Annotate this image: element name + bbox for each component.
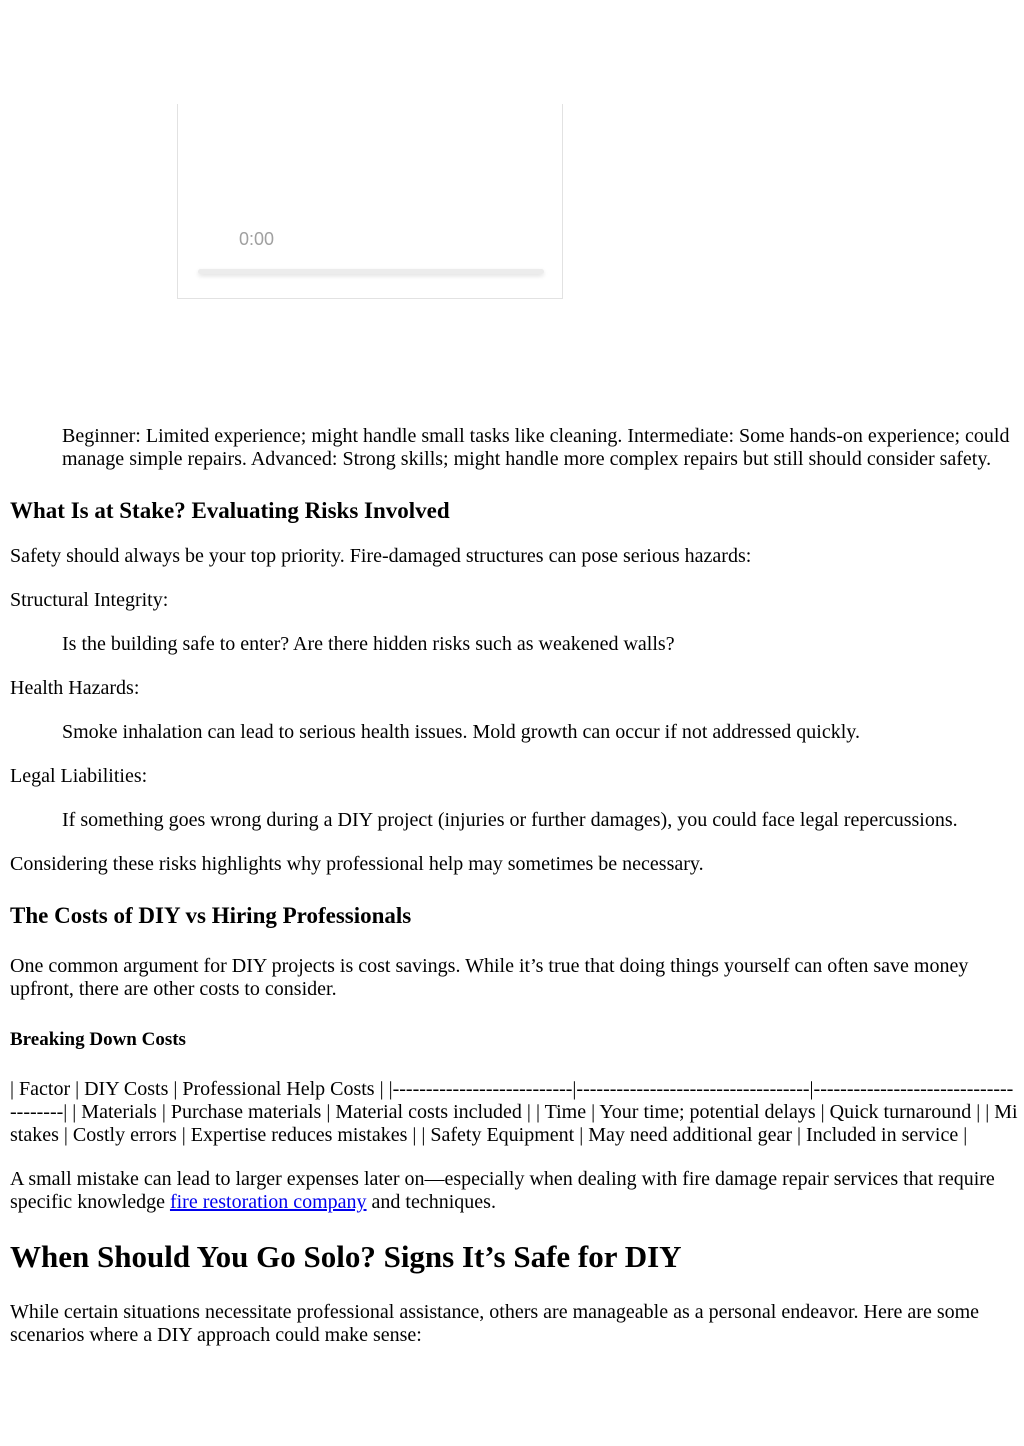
risk-detail-health: Smoke inhalation can lead to serious health issues. Mold growth can occur if not addressed quickly. bbox=[62, 721, 860, 743]
closing-text-after: and techniques. bbox=[366, 1191, 496, 1213]
risk-detail-legal: If something goes wrong during a DIY project (injuries or further damages), you could face legal repercussions. bbox=[62, 809, 958, 831]
risks-heading: What Is at Stake? Evaluating Risks Involved bbox=[10, 498, 450, 523]
risks-lead: Safety should always be your top priority. Fire-damaged structures can pose serious hazards: bbox=[10, 545, 752, 567]
progress-track[interactable] bbox=[198, 269, 544, 274]
closing-text-before: A small mistake can lead to larger expenses later on—especially when dealing with fire damage repair services that require specific knowledge bbox=[10, 1168, 995, 1213]
audio-player[interactable] bbox=[177, 104, 563, 299]
costs-table-text: | Factor | DIY Costs | Professional Help Costs | |---------------------------|-----------------------------------|--------------------------------------| | Materials | Purchase materials | Material costs included | | Time | Your time; potential delays | Quick turnaround | | Mistakes | Costly errors | Expertise reduces mistakes | | Safety Equipment | May need additional gear | Included in service | bbox=[10, 1078, 1018, 1146]
experience-levels: Beginner: Limited experience; might handle small tasks like cleaning. Intermediate: Some hands-on experience; could manage simple repairs. Advanced: Strong skills; might handle more complex repairs but still should consider safety. bbox=[62, 425, 1010, 470]
solo-lead: While certain situations necessitate professional assistance, others are manageable as a personal endeavor. Here are some scenarios where a DIY approach could make sense: bbox=[10, 1301, 980, 1346]
risk-label-health: Health Hazards: bbox=[10, 677, 140, 699]
costs-subheading: Breaking Down Costs bbox=[10, 1029, 186, 1050]
risk-label-structural: Structural Integrity: bbox=[10, 589, 169, 611]
costs-lead: One common argument for DIY projects is cost savings. While it’s true that doing things yourself can often save money upfront, there are other costs to consider. bbox=[10, 955, 969, 1000]
risks-conclusion: Considering these risks highlights why professional help may sometimes be necessary. bbox=[10, 853, 704, 875]
costs-closing bbox=[10, 1168, 1018, 1214]
risk-detail-structural: Is the building safe to enter? Are there hidden risks such as weakened walls? bbox=[62, 633, 675, 655]
risk-label-legal: Legal Liabilities: bbox=[10, 765, 148, 787]
costs-heading: The Costs of DIY vs Hiring Professionals bbox=[10, 903, 412, 928]
fire-restoration-link[interactable]: fire restoration company bbox=[169, 1191, 367, 1213]
article-body bbox=[10, 425, 1018, 1347]
solo-heading: When Should You Go Solo? Signs It’s Safe for DIY bbox=[10, 1239, 682, 1274]
playback-time: 0:00 bbox=[239, 229, 275, 249]
